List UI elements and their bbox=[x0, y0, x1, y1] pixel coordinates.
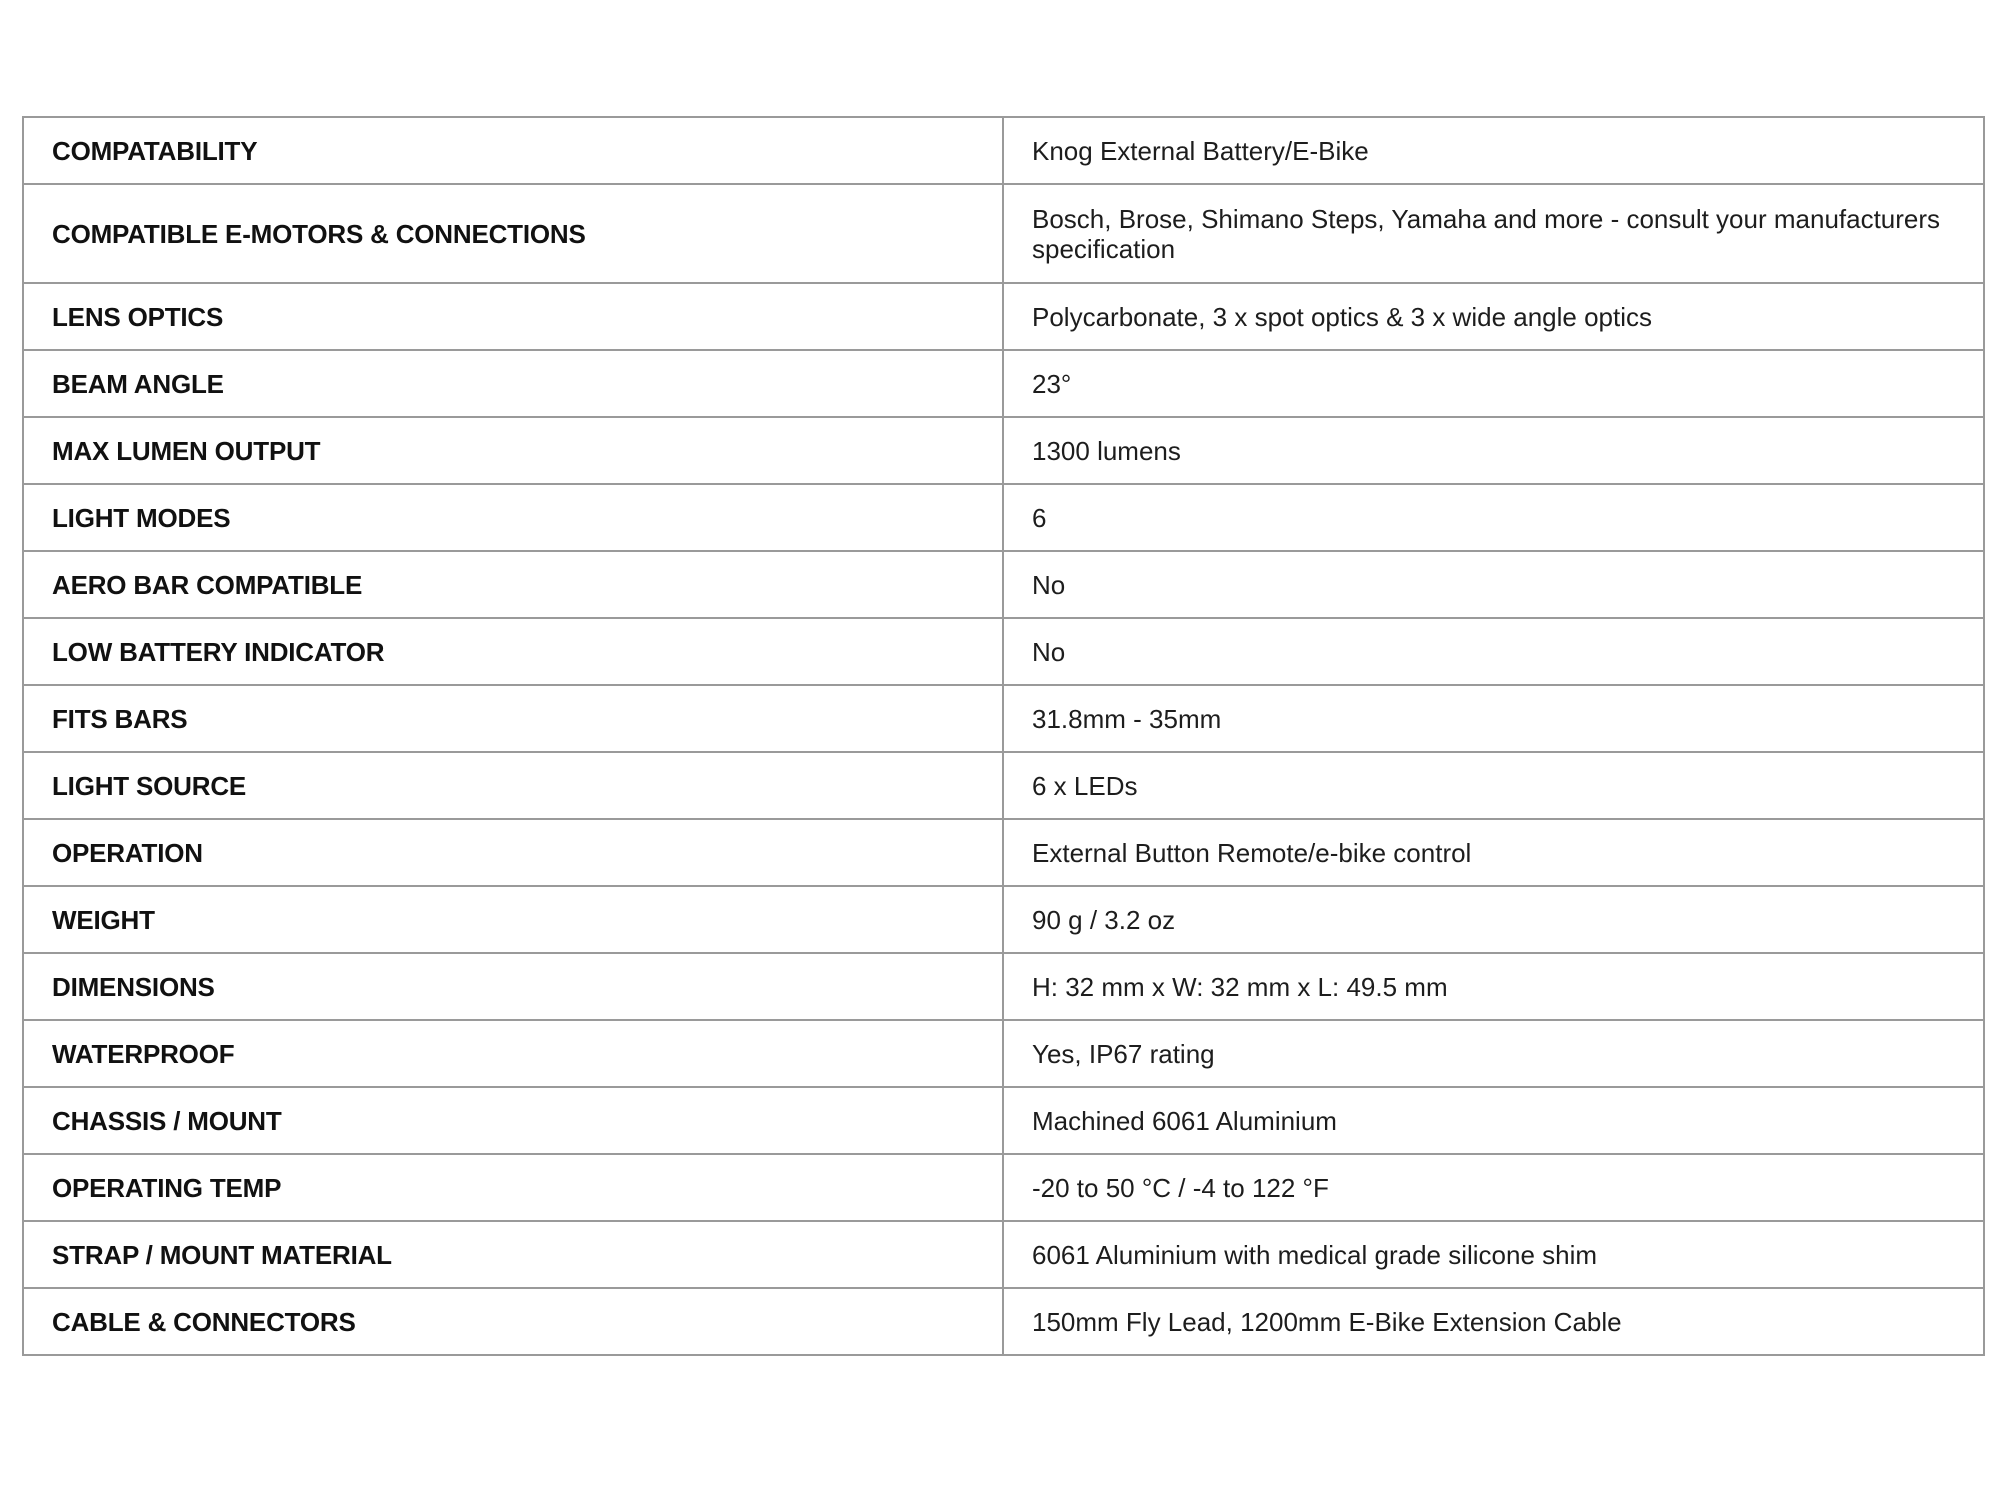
spec-row-waterproof bbox=[23, 1020, 1984, 1087]
spec-value: Machined 6061 Aluminium bbox=[1003, 1087, 1984, 1154]
spec-row-low-battery-indicator bbox=[23, 618, 1984, 685]
spec-label: STRAP / MOUNT MATERIAL bbox=[23, 1221, 1003, 1288]
spec-row-lens-optics bbox=[23, 283, 1984, 350]
spec-value: 31.8mm - 35mm bbox=[1003, 685, 1984, 752]
spec-value: Yes, IP67 rating bbox=[1003, 1020, 1984, 1087]
spec-value: -20 to 50 °C / -4 to 122 °F bbox=[1003, 1154, 1984, 1221]
spec-row-operating-temp bbox=[23, 1154, 1984, 1221]
spec-value: 90 g / 3.2 oz bbox=[1003, 886, 1984, 953]
spec-row-cable-connectors bbox=[23, 1288, 1984, 1355]
spec-row-chassis-mount bbox=[23, 1087, 1984, 1154]
spec-value: Polycarbonate, 3 x spot optics & 3 x wide angle optics bbox=[1003, 283, 1984, 350]
spec-value: H: 32 mm x W: 32 mm x L: 49.5 mm bbox=[1003, 953, 1984, 1020]
spec-row-light-source bbox=[23, 752, 1984, 819]
spec-row-compatible-e-motors bbox=[23, 184, 1984, 283]
spec-row-light-modes bbox=[23, 484, 1984, 551]
spec-table bbox=[22, 116, 1985, 1356]
spec-value: 6061 Aluminium with medical grade silicone shim bbox=[1003, 1221, 1984, 1288]
spec-label: OPERATION bbox=[23, 819, 1003, 886]
spec-label: LOW BATTERY INDICATOR bbox=[23, 618, 1003, 685]
spec-value: 6 x LEDs bbox=[1003, 752, 1984, 819]
spec-value: External Button Remote/e-bike control bbox=[1003, 819, 1984, 886]
spec-row-weight bbox=[23, 886, 1984, 953]
spec-label: OPERATING TEMP bbox=[23, 1154, 1003, 1221]
spec-label: LENS OPTICS bbox=[23, 283, 1003, 350]
spec-value: No bbox=[1003, 551, 1984, 618]
spec-label: LIGHT MODES bbox=[23, 484, 1003, 551]
spec-row-max-lumen-output bbox=[23, 417, 1984, 484]
spec-row-operation bbox=[23, 819, 1984, 886]
spec-label: WEIGHT bbox=[23, 886, 1003, 953]
spec-label: BEAM ANGLE bbox=[23, 350, 1003, 417]
spec-label: COMPATABILITY bbox=[23, 117, 1003, 184]
spec-label: LIGHT SOURCE bbox=[23, 752, 1003, 819]
spec-label: FITS BARS bbox=[23, 685, 1003, 752]
spec-label: CABLE & CONNECTORS bbox=[23, 1288, 1003, 1355]
spec-table-body bbox=[23, 117, 1984, 1355]
spec-row-aero-bar-compatible bbox=[23, 551, 1984, 618]
spec-row-strap-mount-material bbox=[23, 1221, 1984, 1288]
spec-row-beam-angle bbox=[23, 350, 1984, 417]
spec-value: Bosch, Brose, Shimano Steps, Yamaha and more - consult your manufacturers specification bbox=[1003, 184, 1984, 283]
spec-value: 23° bbox=[1003, 350, 1984, 417]
spec-row-compatability bbox=[23, 117, 1984, 184]
spec-label: WATERPROOF bbox=[23, 1020, 1003, 1087]
spec-label: AERO BAR COMPATIBLE bbox=[23, 551, 1003, 618]
spec-value: Knog External Battery/E-Bike bbox=[1003, 117, 1984, 184]
spec-value: 1300 lumens bbox=[1003, 417, 1984, 484]
spec-value: 150mm Fly Lead, 1200mm E-Bike Extension Cable bbox=[1003, 1288, 1984, 1355]
spec-value: No bbox=[1003, 618, 1984, 685]
spec-label: MAX LUMEN OUTPUT bbox=[23, 417, 1003, 484]
spec-label: CHASSIS / MOUNT bbox=[23, 1087, 1003, 1154]
spec-value: 6 bbox=[1003, 484, 1984, 551]
spec-label: COMPATIBLE E-MOTORS & CONNECTIONS bbox=[23, 184, 1003, 283]
spec-label: DIMENSIONS bbox=[23, 953, 1003, 1020]
spec-row-fits-bars bbox=[23, 685, 1984, 752]
spec-row-dimensions bbox=[23, 953, 1984, 1020]
